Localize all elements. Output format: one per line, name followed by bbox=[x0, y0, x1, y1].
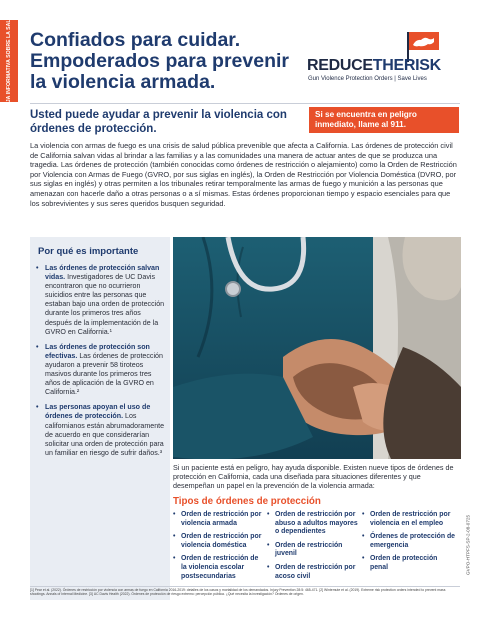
side-tab bbox=[0, 11, 18, 111]
list-item: • Las órdenes de protección salvan vidas. Investigadores de UC Davis encontraron que no ocurrieron suicidios entre las personas que estaban bajo una orden de protección durante los primeros tres años después de la implementación de la GVRO en California.¹ bbox=[36, 264, 166, 337]
list-item: • Orden de restricción por abuso a adultos mayores o dependientes bbox=[267, 511, 359, 537]
why-it-matters-title: Por qué es importante bbox=[38, 246, 139, 257]
list-item: • Orden de restricción por acoso civil bbox=[267, 564, 359, 581]
document-code bbox=[462, 500, 474, 590]
document-code-label: GVPO-HTPFS-SP-2-08-0725 bbox=[465, 515, 471, 575]
list-item: • Orden de protección penal bbox=[362, 555, 457, 572]
divider bbox=[30, 103, 460, 104]
logo-wordmark: REDUCETHERISK bbox=[307, 57, 441, 74]
intro-paragraph: La violencia con armas de fuego es una crisis de salud pública prevenible que afecta a California. Las órdenes de protección civil de California salvan vidas al brindar a las familias y a las comunidades una manera de actuar antes de que se produzca una tragedia. Las órdenes de protección (también conocidas como órdenes de restricción o alejamiento) como la Orden de Restricción por Violencia con Armas de Fuego (GVRO, por sus siglas en inglés), la Orden de Restricción por Violencia Doméstica (DVRO, por sus siglas en inglés) y otras permiten a los tribunales retirar temporalmente las armas de fuego y munición a las personas que amenazan con hacerle daño a otras personas o a sí mismas. Estas órdenes proporcionan tiempo y espacio esenciales para que los sobrevivientes y sus seres queridos busquen seguridad. bbox=[30, 141, 457, 208]
list-item: • Orden de restricción por violencia doméstica bbox=[173, 533, 265, 550]
order-types-column-1 bbox=[173, 511, 265, 586]
list-item: • Orden de restricción de la violencia escolar postsecundarias bbox=[173, 555, 265, 581]
page-title: Confiados para cuidar. Empoderados para prevenir la violencia armada. bbox=[30, 29, 290, 93]
caregiver-holding-hands-photo bbox=[173, 237, 461, 459]
emergency-alert: Si se encuentra en peligro inmediato, llame al 911. bbox=[309, 107, 459, 133]
list-item: • Orden de restricción por violencia en el empleo bbox=[362, 511, 457, 528]
list-item: • Orden de restricción por violencia armada bbox=[173, 511, 265, 528]
list-item: • Órdenes de protección de emergencia bbox=[362, 533, 457, 550]
list-item: • Las órdenes de protección son efectivas. Las órdenes de protección ayudaron a prevenir 58 tiroteos masivos durante los primeros tres años de aplicación de la GVRO en California.² bbox=[36, 343, 166, 398]
order-types-title: Tipos de órdenes de protección bbox=[173, 496, 321, 507]
order-types-column-2 bbox=[267, 511, 359, 586]
footnotes: [1] Pear et al. (2022). Órdenes de restricción por violencia con armas de fuego en California 2016-2019: detalles de los casos y mortalidad de los demandados. Injury Prevention 28:5: 465-471. [2] Wintemute et al. (2019). Extreme risk protection orders intended to prevent mass shootings. Annals of Internal Medicine. [3] UC Davis Health (2022). Órdenes de protección de riesgo extremo: percepción pública. ¿Qué necesita la investigación? Órdenes de origen. bbox=[30, 588, 446, 597]
side-tab-label: HOJA INFORMATIVA SOBRE LA SALUD bbox=[6, 11, 12, 111]
list-item: • Las personas apoyan el uso de órdenes de protección. Los californianos están abrumadoramente de acuerdo en que considerarían solicitar una orden de protección para un familiar en riesgo de sufrir daños.³ bbox=[36, 403, 166, 458]
footnote-divider bbox=[30, 586, 460, 587]
subheading: Usted puede ayudar a prevenir la violencia con órdenes de protección. bbox=[30, 109, 287, 135]
order-types-column-3 bbox=[362, 511, 457, 578]
photo-caption: Si un paciente está en peligro, hay ayuda disponible. Existen nueve tipos de órdenes de protección en California, cada una diseñada para situaciones diferentes y que desempeñan un papel en la prevención de la violencia armada: bbox=[173, 463, 454, 491]
list-item: • Orden de restricción juvenil bbox=[267, 542, 359, 559]
logo-tagline: Gun Violence Protection Orders | Save Lives bbox=[308, 76, 427, 82]
why-it-matters-list bbox=[36, 264, 166, 464]
